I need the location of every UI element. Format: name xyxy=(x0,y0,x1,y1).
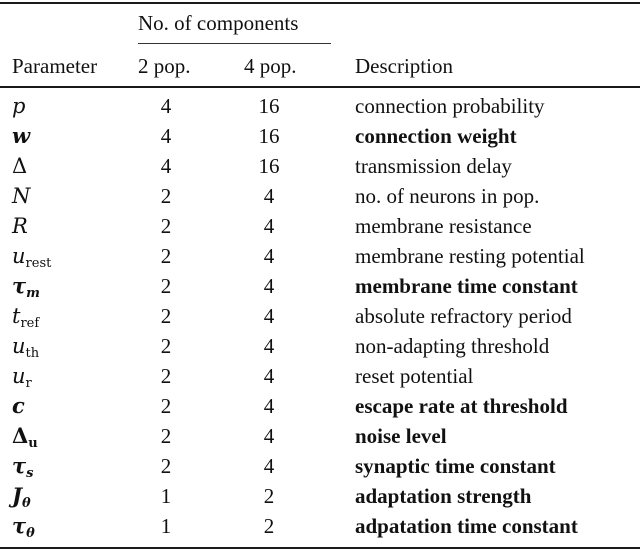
parameter-description: adaptation strength xyxy=(355,484,532,508)
parameter-description: membrane resting potential xyxy=(355,244,585,268)
header-rule xyxy=(0,86,640,88)
table-row xyxy=(0,122,640,152)
table-row xyxy=(0,422,640,452)
symbol-base: τ xyxy=(12,273,27,298)
symbol-base: t xyxy=(12,304,21,328)
count-4pop: 16 xyxy=(258,154,280,178)
count-4pop: 4 xyxy=(263,214,275,238)
symbol-base: p xyxy=(12,94,26,118)
parameter-description: escape rate at threshold xyxy=(355,394,568,418)
symbol-subscript: rest xyxy=(25,256,52,271)
count-2pop: 4 xyxy=(160,94,172,118)
parameter-description: absolute refractory period xyxy=(355,304,572,328)
symbol-base: N xyxy=(12,184,31,208)
top-rule xyxy=(0,2,640,4)
symbol-base: τ xyxy=(12,513,27,538)
parameter-symbol xyxy=(12,154,27,178)
count-2pop: 2 xyxy=(160,424,172,448)
table-row xyxy=(0,302,640,332)
symbol-subscript: th xyxy=(25,346,40,361)
count-4pop: 16 xyxy=(258,124,280,148)
parameter-description: noise level xyxy=(355,424,447,448)
table-row xyxy=(0,452,640,482)
symbol-base: Δ xyxy=(12,423,29,448)
count-2pop: 1 xyxy=(160,484,172,508)
symbol-base: J xyxy=(12,483,22,508)
table-row xyxy=(0,272,640,302)
parameter-symbol xyxy=(12,214,28,238)
symbol-base: u xyxy=(12,244,26,268)
group-header: No. of components xyxy=(138,11,299,35)
count-2pop: 2 xyxy=(160,394,172,418)
symbol-subscript: θ xyxy=(21,496,31,511)
count-4pop: 16 xyxy=(258,94,280,118)
table-row xyxy=(0,92,640,122)
parameter-description: adpatation time constant xyxy=(355,514,578,538)
table-row xyxy=(0,212,640,242)
count-2pop: 1 xyxy=(160,514,172,538)
parameter-description: reset potential xyxy=(355,364,474,388)
parameter-symbol xyxy=(12,394,25,418)
count-2pop: 2 xyxy=(160,304,172,328)
parameter-description: synaptic time constant xyxy=(355,454,556,478)
column-header-parameter: Parameter xyxy=(12,54,98,78)
count-2pop: 2 xyxy=(160,274,172,298)
table-row xyxy=(0,182,640,212)
symbol-subscript: u xyxy=(28,436,38,451)
count-4pop: 4 xyxy=(263,304,275,328)
table-row xyxy=(0,152,640,182)
parameter-description: no. of neurons in pop. xyxy=(355,184,540,208)
symbol-base: w xyxy=(12,123,31,148)
count-4pop: 4 xyxy=(263,454,275,478)
parameter-symbol xyxy=(12,124,30,148)
parameter-description: membrane resistance xyxy=(355,214,532,238)
count-4pop: 4 xyxy=(263,364,275,388)
count-2pop: 2 xyxy=(160,364,172,388)
count-4pop: 4 xyxy=(263,424,275,448)
column-header-description: Description xyxy=(355,54,453,78)
count-2pop: 4 xyxy=(160,154,172,178)
column-header-2pop: 2 pop. xyxy=(138,54,191,78)
symbol-base: c xyxy=(12,393,25,418)
count-2pop: 2 xyxy=(160,334,172,358)
symbol-base: Δ xyxy=(12,154,28,178)
table-row xyxy=(0,512,640,542)
symbol-base: τ xyxy=(12,453,27,478)
count-2pop: 2 xyxy=(160,454,172,478)
parameter-description: non-adapting threshold xyxy=(355,334,550,358)
count-2pop: 2 xyxy=(160,214,172,238)
symbol-base: u xyxy=(12,334,26,358)
parameter-description: membrane time constant xyxy=(355,274,578,298)
count-4pop: 2 xyxy=(263,484,275,508)
parameter-symbol xyxy=(12,514,35,546)
count-4pop: 4 xyxy=(263,184,275,208)
table-row xyxy=(0,332,640,362)
group-header-rule xyxy=(138,43,331,44)
count-4pop: 2 xyxy=(263,514,275,538)
parameter-symbol xyxy=(12,184,30,208)
table-row xyxy=(0,242,640,272)
count-2pop: 4 xyxy=(160,124,172,148)
parameter-description: transmission delay xyxy=(355,154,512,178)
table-row xyxy=(0,482,640,512)
count-2pop: 2 xyxy=(160,184,172,208)
bottom-rule xyxy=(0,547,640,549)
symbol-subscript: m xyxy=(26,286,40,301)
count-4pop: 4 xyxy=(263,274,275,298)
symbol-subscript: r xyxy=(25,376,32,391)
count-4pop: 4 xyxy=(263,394,275,418)
symbol-base: u xyxy=(12,364,26,388)
parameter-symbol xyxy=(12,94,25,118)
symbol-subscript: ref xyxy=(20,316,40,331)
table-row xyxy=(0,362,640,392)
parameter-description: connection weight xyxy=(355,124,517,148)
table-row xyxy=(0,392,640,422)
count-4pop: 4 xyxy=(263,334,275,358)
symbol-subscript: θ xyxy=(26,526,35,541)
count-4pop: 4 xyxy=(263,244,275,268)
parameter-description: connection probability xyxy=(355,94,545,118)
symbol-base: R xyxy=(12,214,28,238)
count-2pop: 2 xyxy=(160,244,172,268)
column-header-4pop: 4 pop. xyxy=(244,54,297,78)
symbol-subscript: s xyxy=(26,466,34,481)
